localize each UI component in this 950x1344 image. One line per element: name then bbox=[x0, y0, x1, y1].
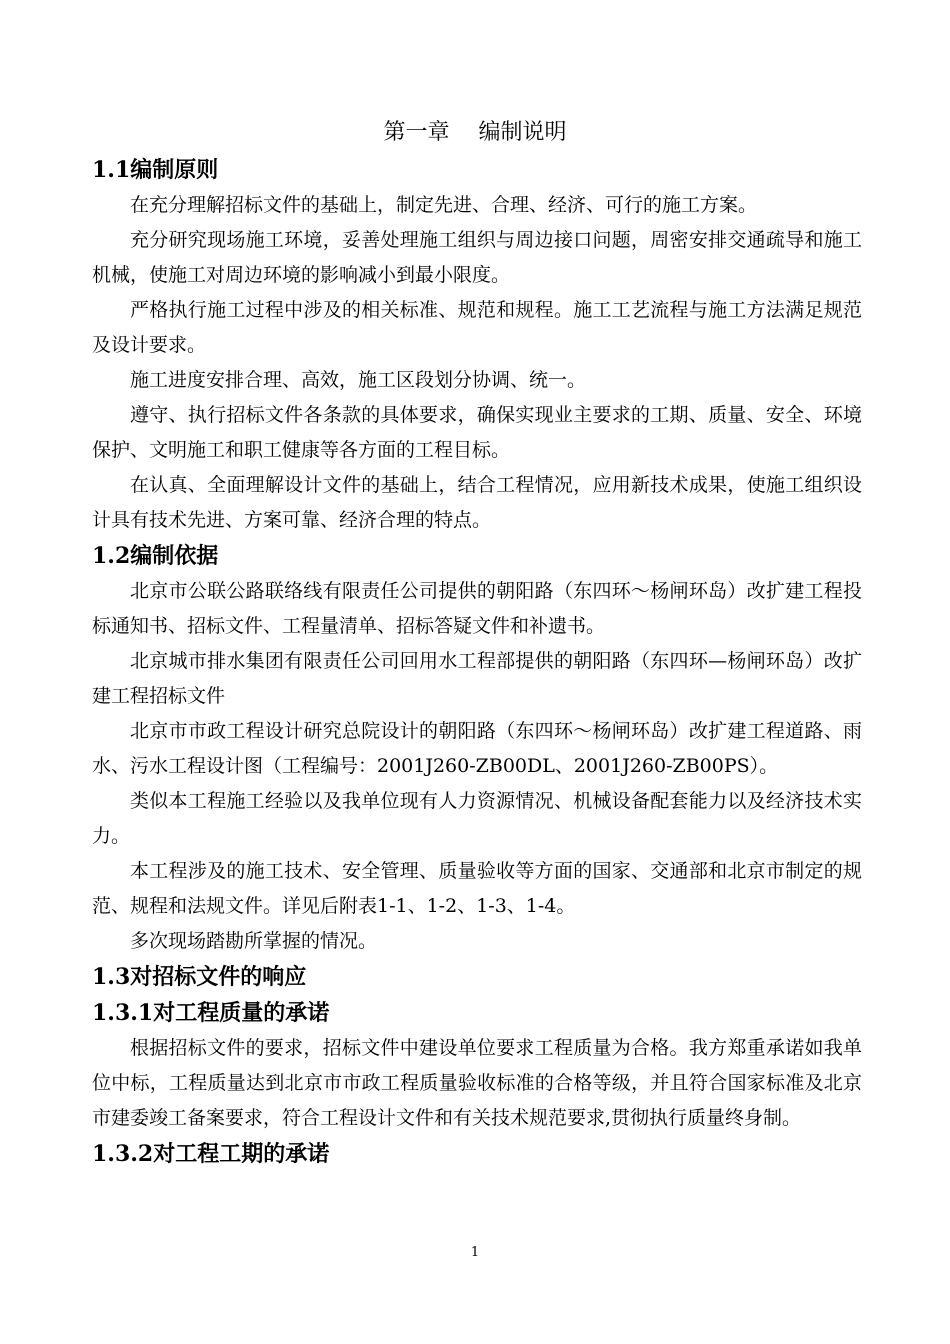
paragraph: 多次现场踏勘所掌握的情况。 bbox=[130, 930, 378, 952]
paragraph: 类似本工程施工经验以及我单位现有人力资源情况、机械设备配套能力以及经济技术实力。 bbox=[92, 790, 862, 847]
paragraph: 北京城市排水集团有限责任公司回用水工程部提供的朝阳路（东四环—杨闸环岛）改扩建工程招标文件 bbox=[92, 650, 862, 707]
paragraph: 遵守、执行招标文件各条款的具体要求，确保实现业主要求的工期、质量、安全、环境保护、文明施工和职工健康等各方面的工程目标。 bbox=[92, 404, 862, 461]
document-body bbox=[92, 152, 862, 1172]
paragraph: 北京市市政工程设计研究总院设计的朝阳路（东四环～杨闸环岛）改扩建工程道路、雨水、污水工程设计图（工程编号：2001J260-ZB00DL、2001J260-ZB00PS）。 bbox=[92, 720, 862, 777]
paragraph: 严格执行施工过程中涉及的相关标准、规范和规程。施工工艺流程与施工方法满足规范及设计要求。 bbox=[92, 299, 862, 356]
paragraph: 根据招标文件的要求，招标文件中建设单位要求工程质量为合格。我方郑重承诺如我单位中标，工程质量达到北京市市政工程质量验收标准的合格等级，并且符合国家标准及北京市建委竣工备案要求，符合工程设计文件和有关技术规范要求,贯彻执行质量终身制。 bbox=[92, 1037, 862, 1129]
paragraph: 北京市公联公路联络线有限责任公司提供的朝阳路（东四环～杨闸环岛）改扩建工程投标通知书、招标文件、工程量清单、招标答疑文件和补遗书。 bbox=[92, 580, 862, 637]
paragraph: 在认真、全面理解设计文件的基础上，结合工程情况，应用新技术成果，使施工组织设计具有技术先进、方案可靠、经济合理的特点。 bbox=[92, 474, 862, 531]
section-heading-1-2: 1.2编制依据 bbox=[92, 543, 219, 569]
paragraph: 本工程涉及的施工技术、安全管理、质量验收等方面的国家、交通部和北京市制定的规范、规程和法规文件。详见后附表1-1、1-2、1-3、1-4。 bbox=[92, 860, 862, 917]
paragraph: 充分研究现场施工环境，妥善处理施工组织与周边接口问题，周密安排交通疏导和施工机械，使施工对周边环境的影响减小到最小限度。 bbox=[92, 229, 862, 286]
page-number: 1 bbox=[470, 1245, 480, 1260]
section-heading-1-3-1: 1.3.1对工程质量的承诺 bbox=[92, 1000, 330, 1026]
section-heading-1-3: 1.3对招标文件的响应 bbox=[92, 964, 307, 990]
chapter-title: 第一章 编制说明 bbox=[383, 120, 567, 145]
section-heading-1-1: 1.1编制原则 bbox=[92, 157, 219, 183]
paragraph: 施工进度安排合理、高效，施工区段划分协调、统一。 bbox=[130, 369, 587, 391]
paragraph: 在充分理解招标文件的基础上，制定先进、合理、经济、可行的施工方案。 bbox=[130, 194, 758, 216]
section-heading-1-3-2: 1.3.2对工程工期的承诺 bbox=[92, 1141, 330, 1167]
